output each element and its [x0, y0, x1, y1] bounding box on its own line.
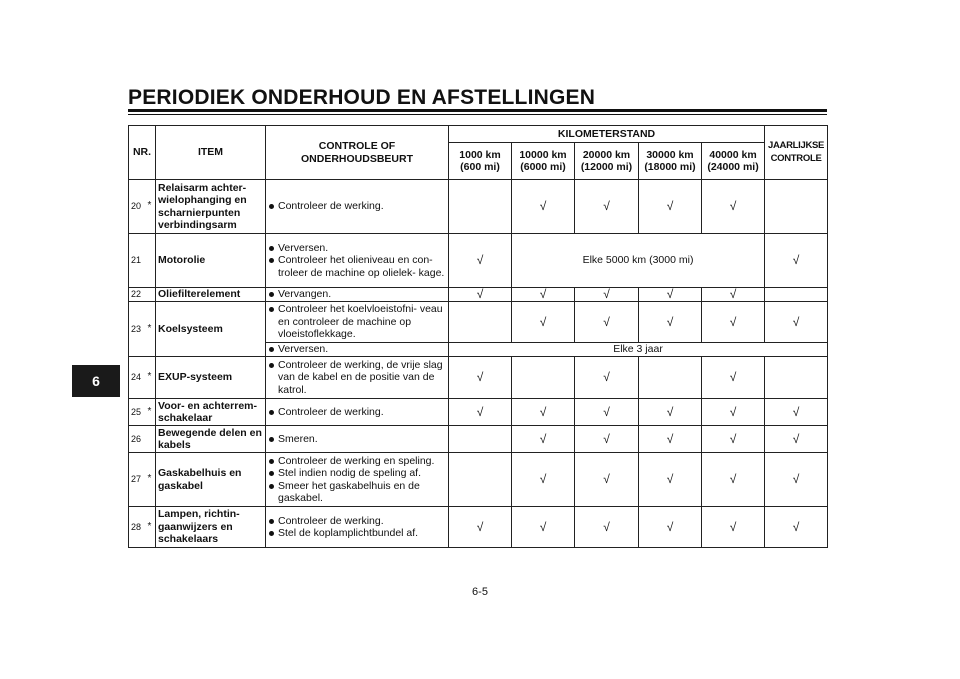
check-cell: √	[702, 302, 765, 343]
check-cell	[449, 302, 512, 343]
action-item: Controleer de werking.	[268, 406, 446, 419]
check-cell: √	[575, 180, 639, 234]
row-actions	[266, 357, 449, 399]
check-cell: √	[575, 453, 639, 507]
check-cell: √	[765, 426, 828, 453]
title-rule-thick	[128, 109, 827, 112]
table-row	[129, 234, 828, 288]
action-item: Controleer de werking.	[268, 200, 446, 213]
table-row	[129, 507, 828, 548]
row-item: Relaisarm achter- wielophanging en scharnierpunten verbindingsarm	[156, 180, 266, 234]
check-cell: √	[765, 302, 828, 343]
check-cell: √	[575, 507, 639, 548]
maintenance-table	[128, 125, 828, 548]
check-cell: √	[639, 507, 702, 548]
check-cell: √	[639, 302, 702, 343]
check-cell: √	[702, 180, 765, 234]
action-item: Controleer de werking en speling.	[268, 455, 446, 468]
row-item: EXUP-systeem	[156, 357, 266, 399]
check-cell: √	[575, 288, 639, 302]
check-cell: √	[765, 234, 828, 288]
action-item: Controleer het olieniveau en con- troleer de machine op olielek- kage.	[268, 254, 446, 279]
row-actions	[266, 288, 449, 302]
row-actions	[266, 302, 449, 343]
check-cell: √	[702, 399, 765, 426]
check-cell	[449, 180, 512, 234]
header-interval-3: 20000 km (12000 mi)	[575, 143, 639, 180]
check-cell: √	[575, 357, 639, 399]
check-cell: √	[702, 453, 765, 507]
check-cell: √	[765, 453, 828, 507]
check-cell: √	[702, 357, 765, 399]
check-cell	[765, 357, 828, 399]
header-interval-1: 1000 km (600 mi)	[449, 143, 512, 180]
interval-text: Elke 3 jaar	[449, 343, 828, 357]
row-actions	[266, 426, 449, 453]
interval-text: Elke 5000 km (3000 mi)	[512, 234, 765, 288]
check-cell: √	[449, 399, 512, 426]
row-item: Motorolie	[156, 234, 266, 288]
row-actions	[266, 507, 449, 548]
action-item: Smeer het gaskabelhuis en de gaskabel.	[268, 480, 446, 505]
page-title: PERIODIEK ONDERHOUD EN AFSTELLINGEN	[128, 86, 596, 109]
header-interval-4: 30000 km (18000 mi)	[639, 143, 702, 180]
check-cell: √	[702, 507, 765, 548]
header-check-line2: ONDERHOUDSBEURT	[300, 152, 413, 165]
title-rule-thin	[128, 114, 827, 115]
check-cell: √	[512, 288, 575, 302]
check-cell: √	[449, 234, 512, 288]
check-cell: √	[449, 288, 512, 302]
check-cell: √	[512, 507, 575, 548]
table-row	[129, 302, 828, 343]
check-cell: √	[512, 302, 575, 343]
row-nr: 21	[129, 234, 146, 288]
check-cell: √	[639, 180, 702, 234]
table-row	[129, 357, 828, 399]
row-star: *	[146, 399, 156, 426]
page-number: 6-5	[472, 586, 488, 598]
check-cell: √	[639, 399, 702, 426]
action-item: Stel de koplamplichtbundel af.	[268, 527, 446, 540]
check-cell: √	[512, 180, 575, 234]
header-interval-5: 40000 km (24000 mi)	[702, 143, 765, 180]
header-odometer: KILOMETERSTAND	[449, 126, 765, 143]
check-cell: √	[575, 426, 639, 453]
header-yearly-line1: JAARLIJKSE	[767, 140, 825, 151]
row-nr: 20	[129, 180, 146, 234]
check-cell: √	[639, 426, 702, 453]
row-star: *	[146, 507, 156, 548]
check-cell: √	[512, 399, 575, 426]
check-cell: √	[639, 453, 702, 507]
row-item: Oliefilterelement	[156, 288, 266, 302]
table-row	[129, 288, 828, 302]
row-star: *	[146, 302, 156, 357]
row-item: Koelsysteem	[156, 302, 266, 357]
row-item: Voor- en achterrem- schakelaar	[156, 399, 266, 426]
row-nr: 27	[129, 453, 146, 507]
row-actions	[266, 399, 449, 426]
header-check-line1: CONTROLE OF	[318, 140, 396, 152]
check-cell	[512, 357, 575, 399]
table-row	[129, 399, 828, 426]
header-yearly	[765, 126, 828, 180]
check-cell: √	[512, 426, 575, 453]
check-cell: √	[702, 426, 765, 453]
action-item: Vervangen.	[268, 288, 446, 301]
row-actions	[266, 234, 449, 288]
row-star	[146, 426, 156, 453]
row-actions	[266, 180, 449, 234]
check-cell	[765, 288, 828, 302]
check-cell	[449, 426, 512, 453]
row-nr: 22	[129, 288, 146, 302]
check-cell	[449, 453, 512, 507]
check-cell: √	[575, 399, 639, 426]
row-item: Lampen, richtin- gaanwijzers en schakelaars	[156, 507, 266, 548]
chapter-tab: 6	[72, 365, 120, 397]
check-cell: √	[512, 453, 575, 507]
table-row	[129, 180, 828, 234]
check-cell	[765, 180, 828, 234]
row-star: *	[146, 453, 156, 507]
action-item: Stel indien nodig de speling af.	[268, 467, 446, 480]
check-cell: √	[449, 507, 512, 548]
check-cell: √	[575, 302, 639, 343]
header-item: ITEM	[156, 126, 266, 180]
row-nr: 28	[129, 507, 146, 548]
row-nr: 26	[129, 426, 146, 453]
table-row	[129, 426, 828, 453]
row-nr: 23	[129, 302, 146, 357]
action-item: Controleer de werking, de vrije slag van de kabel en de positie van de katrol.	[268, 359, 446, 397]
header-interval-2: 10000 km (6000 mi)	[512, 143, 575, 180]
row-nr: 24	[129, 357, 146, 399]
action-item: Controleer het koelvloeistofni- veau en controleer de machine op vloeistoflekkage.	[268, 303, 446, 341]
header-check	[266, 126, 449, 180]
row-nr: 25	[129, 399, 146, 426]
check-cell	[639, 357, 702, 399]
header-yearly-line2: CONTROLE	[770, 152, 822, 164]
table-row	[129, 453, 828, 507]
row-star	[146, 288, 156, 302]
row-star	[146, 234, 156, 288]
check-cell: √	[449, 357, 512, 399]
row-star: *	[146, 357, 156, 399]
action-item: Smeren.	[268, 433, 446, 446]
row-actions	[266, 453, 449, 507]
check-cell: √	[765, 507, 828, 548]
row-item: Bewegende delen en kabels	[156, 426, 266, 453]
check-cell: √	[702, 288, 765, 302]
check-cell: √	[765, 399, 828, 426]
row-item: Gaskabelhuis en gaskabel	[156, 453, 266, 507]
header-nr: NR.	[129, 126, 156, 180]
action-item: Controleer de werking.	[268, 515, 446, 528]
row-star: *	[146, 180, 156, 234]
row-actions	[266, 343, 449, 357]
check-cell: √	[639, 288, 702, 302]
action-item: Verversen.	[268, 242, 446, 255]
action-item: Verversen.	[268, 343, 446, 356]
